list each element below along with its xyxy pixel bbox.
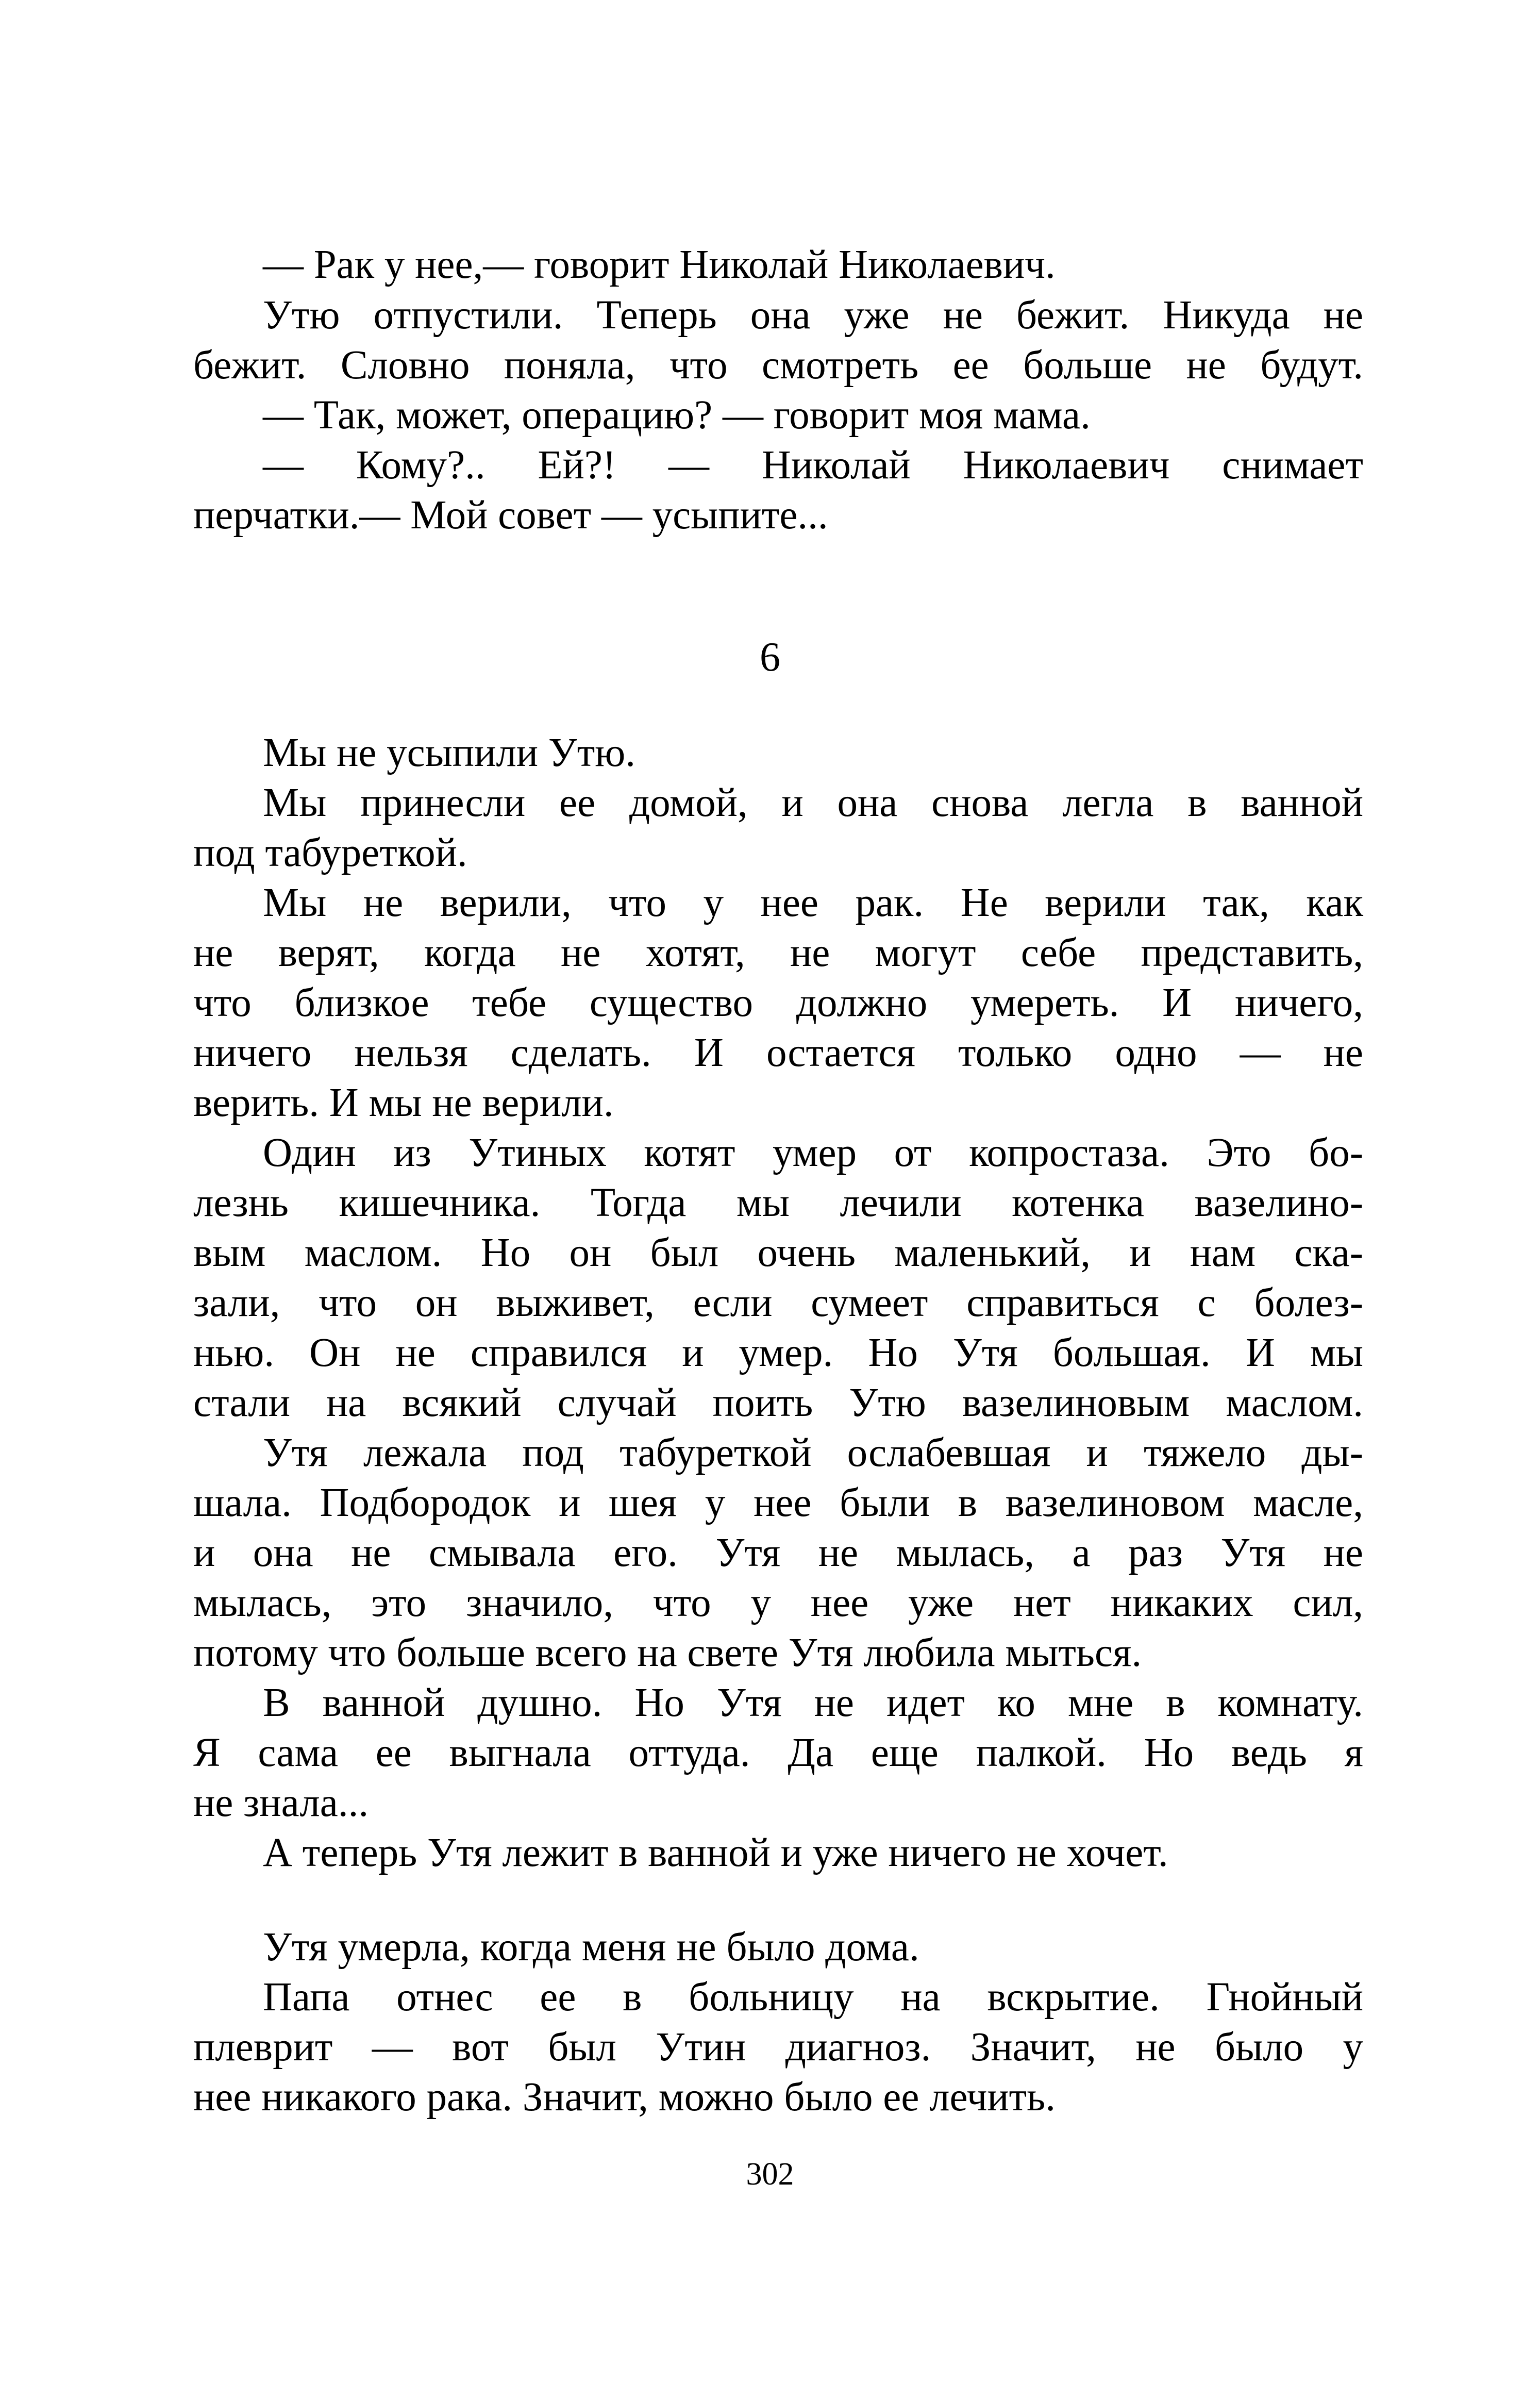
text-line: Утю отпустили. Теперь она уже не бежит. Никуда не [263,293,1363,338]
text-line: перчатки.— Мой совет — усыпите... [193,493,828,538]
text-line: плеврит — вот был Утин диагноз. Значит, не было у [193,2025,1363,2070]
text-line: верить. И мы не верили. [193,1080,614,1125]
text-line: зали, что он выживет, если сумеет справиться с болез- [193,1280,1363,1325]
text-line: вым маслом. Но он был очень маленький, и нам ска- [193,1230,1363,1275]
text-line: Мы не усыпили Утю. [263,730,636,775]
text-line: — Рак у нее,— говорит Николай Николаевич. [263,242,1056,287]
text-line: лезнь кишечника. Тогда мы лечили котенка вазелино- [193,1180,1363,1225]
text-line: бежит. Словно поняла, что смотреть ее больше не будут. [193,343,1363,388]
text-line: мылась, это значило, что у нее уже нет никаких сил, [193,1580,1363,1625]
text-line: что близкое тебе существо должно умереть. И ничего, [193,980,1363,1025]
text-line: Утя лежала под табуреткой ослабевшая и тяжело ды- [263,1430,1363,1475]
text-line: потому что больше всего на свете Утя любила мыться. [193,1630,1142,1675]
text-line: не верят, когда не хотят, не могут себе представить, [193,930,1363,975]
text-line: шала. Подбородок и шея у нее были в вазелиновом масле, [193,1480,1363,1525]
text-line: Один из Утиных котят умер от копростаза. Это бо- [263,1130,1363,1175]
chapter-number: 6 [760,635,780,680]
text-line: Папа отнес ее в больницу на вскрытие. Гнойный [263,1975,1363,2020]
text-line: не знала... [193,1780,369,1825]
text-line: стали на всякий случай поить Утю вазелиновым маслом. [193,1380,1363,1425]
text-line: нее никакого рака. Значит, можно было ее лечить. [193,2075,1056,2120]
page-number: 302 [746,2157,794,2192]
text-line: А теперь Утя лежит в ванной и уже ничего не хочет. [263,1830,1168,1875]
text-line: Я сама ее выгнала оттуда. Да еще палкой. Но ведь я [193,1730,1363,1775]
text-line: под табуреткой. [193,830,467,875]
text-line: и она не смывала его. Утя не мылась, а раз Утя не [193,1530,1363,1575]
text-line: нью. Он не справился и умер. Но Утя большая. И мы [193,1330,1363,1375]
text-line: Мы не верили, что у нее рак. Не верили так, как [263,880,1363,925]
text-line: — Кому?.. Ей?! — Николай Николаевич снимает [263,443,1363,488]
text-line: Мы принесли ее домой, и она снова легла в ванной [263,780,1363,825]
text-line: Утя умерла, когда меня не было дома. [263,1925,919,1970]
text-line: ничего нельзя сделать. И остается только одно — не [193,1030,1363,1075]
text-line: В ванной душно. Но Утя не идет ко мне в комнату. [263,1680,1363,1725]
text-line: — Так, может, операцию? — говорит моя мама. [263,393,1091,438]
